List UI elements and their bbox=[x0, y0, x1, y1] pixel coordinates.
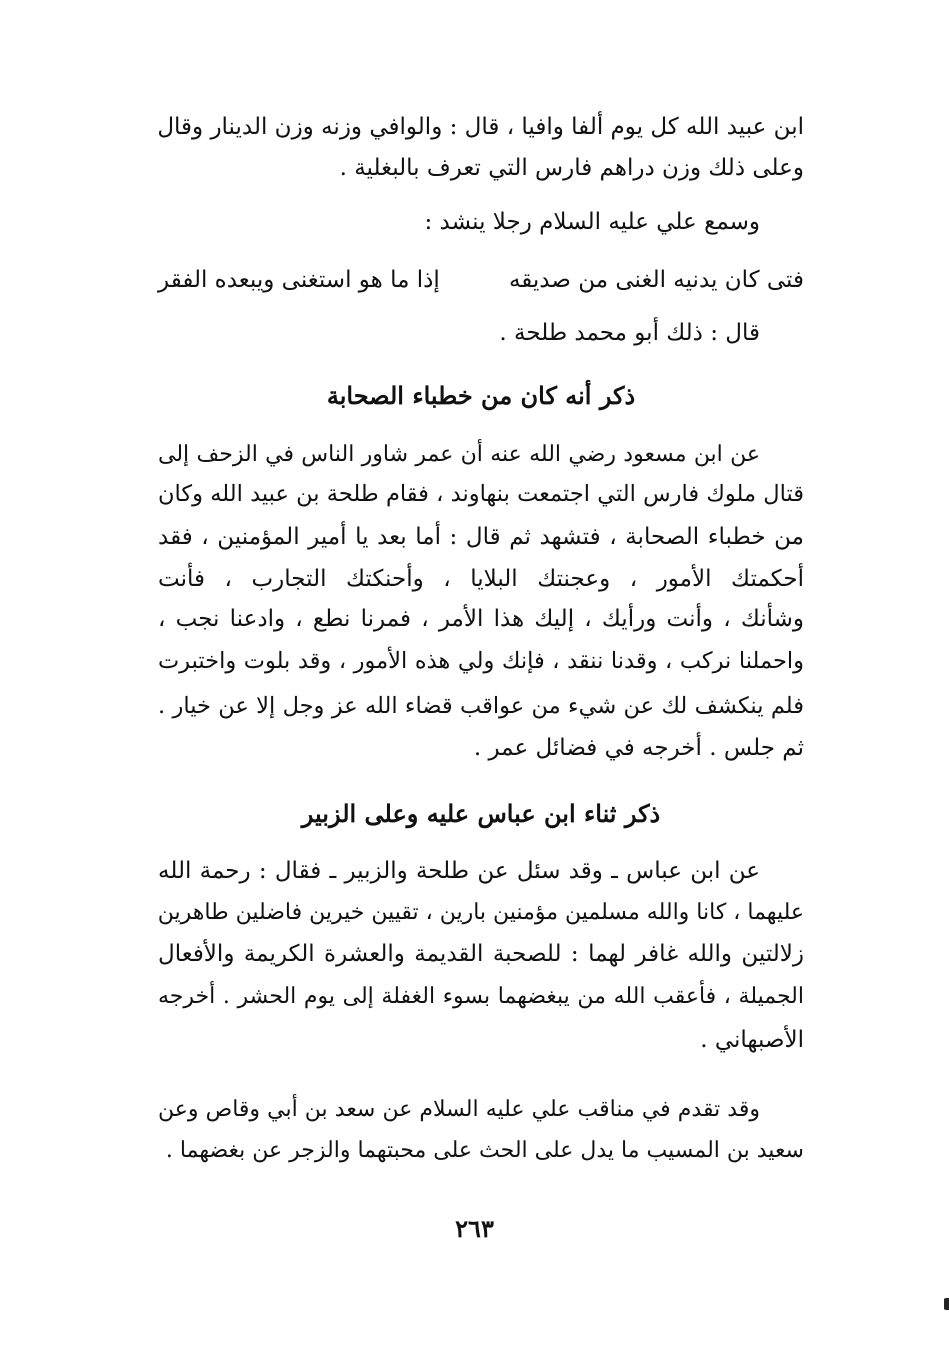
scan-edge-mark bbox=[944, 1298, 949, 1310]
paragraph-line: الأصبهاني . bbox=[700, 1027, 804, 1053]
verse-first-hemistich: فتى كان يدنيه الغنى من صديقه bbox=[508, 267, 804, 293]
section-heading: ذكر أنه كان من خطباء الصحابة bbox=[326, 381, 636, 410]
paragraph-line: وسمع علي عليه السلام رجلا ينشد : bbox=[424, 209, 760, 235]
verse-second-hemistich: إذا ما هو استغنى ويبعده الفقر bbox=[158, 267, 440, 293]
paragraph-line: واحملنا نركب ، وقدنا ننقد ، فإنك ولي هذه الأمور ، وقد بلوت واختبرت bbox=[158, 648, 804, 674]
section-heading: ذكر ثناء ابن عباس عليه وعلى الزبير bbox=[301, 799, 661, 828]
paragraph-line: من خطباء الصحابة ، فتشهد ثم قال : أما بعد يا أمير المؤمنين ، فقد bbox=[158, 524, 804, 550]
paragraph-line: ابن عبيد الله كل يوم ألفا وافيا ، قال : والوافي وزنه وزن الدينار وقال bbox=[157, 114, 804, 140]
paragraph-line: سعيد بن المسيب ما يدل على الحث على محبتهما والزجر عن بغضهما . bbox=[165, 1138, 804, 1163]
paragraph-line: عليهما ، كانا والله مسلمين مؤمنين بارين ، تقيين خيرين فاضلين طاهرين bbox=[157, 900, 804, 925]
paragraph-line: وعلى ذلك وزن دراهم فارس التي تعرف بالبغلية . bbox=[339, 155, 804, 181]
paragraph-line: ثم جلس . أخرجه في فضائل عمر . bbox=[473, 735, 804, 761]
attribution-line: قال : ذلك أبو محمد طلحة . bbox=[499, 320, 760, 346]
paragraph-line: وشأنك ، وأنت ورأيك ، إليك هذا الأمر ، فمرنا نطع ، وادعنا نجب ، bbox=[158, 606, 804, 632]
paragraph-line: الجميلة ، فأعقب الله من يبغضهما بسوء الغفلة إلى يوم الحشر . أخرجه bbox=[158, 984, 804, 1009]
paragraph-line: وقد تقدم في مناقب علي عليه السلام عن سعد بن أبي وقاص وعن bbox=[158, 1097, 760, 1122]
paragraph-line: عن ابن عباس ـ وقد سئل عن طلحة والزبير ـ فقال : رحمة الله bbox=[158, 858, 760, 884]
poem-verse bbox=[158, 265, 804, 295]
paragraph-line: زلالتين والله غافر لهما : للصحبة القديمة والعشرة الكريمة والأفعال bbox=[158, 941, 804, 967]
page-number: ٢٦٣ bbox=[455, 1214, 494, 1243]
paragraph-line: قتال ملوك فارس التي اجتمعت بنهاوند ، فقام طلحة بن عبيد الله وكان bbox=[158, 481, 804, 507]
paragraph-line: أحكمتك الأمور ، وعجنتك البلايا ، وأحنكتك التجارب ، فأنت bbox=[158, 566, 804, 592]
paragraph-line: عن ابن مسعود رضي الله عنه أن عمر شاور الناس في الزحف إلى bbox=[158, 442, 760, 467]
paragraph-line: فلم ينكشف لك عن شيء من عواقب قضاء الله عز وجل إلا عن خيار . bbox=[158, 693, 804, 719]
